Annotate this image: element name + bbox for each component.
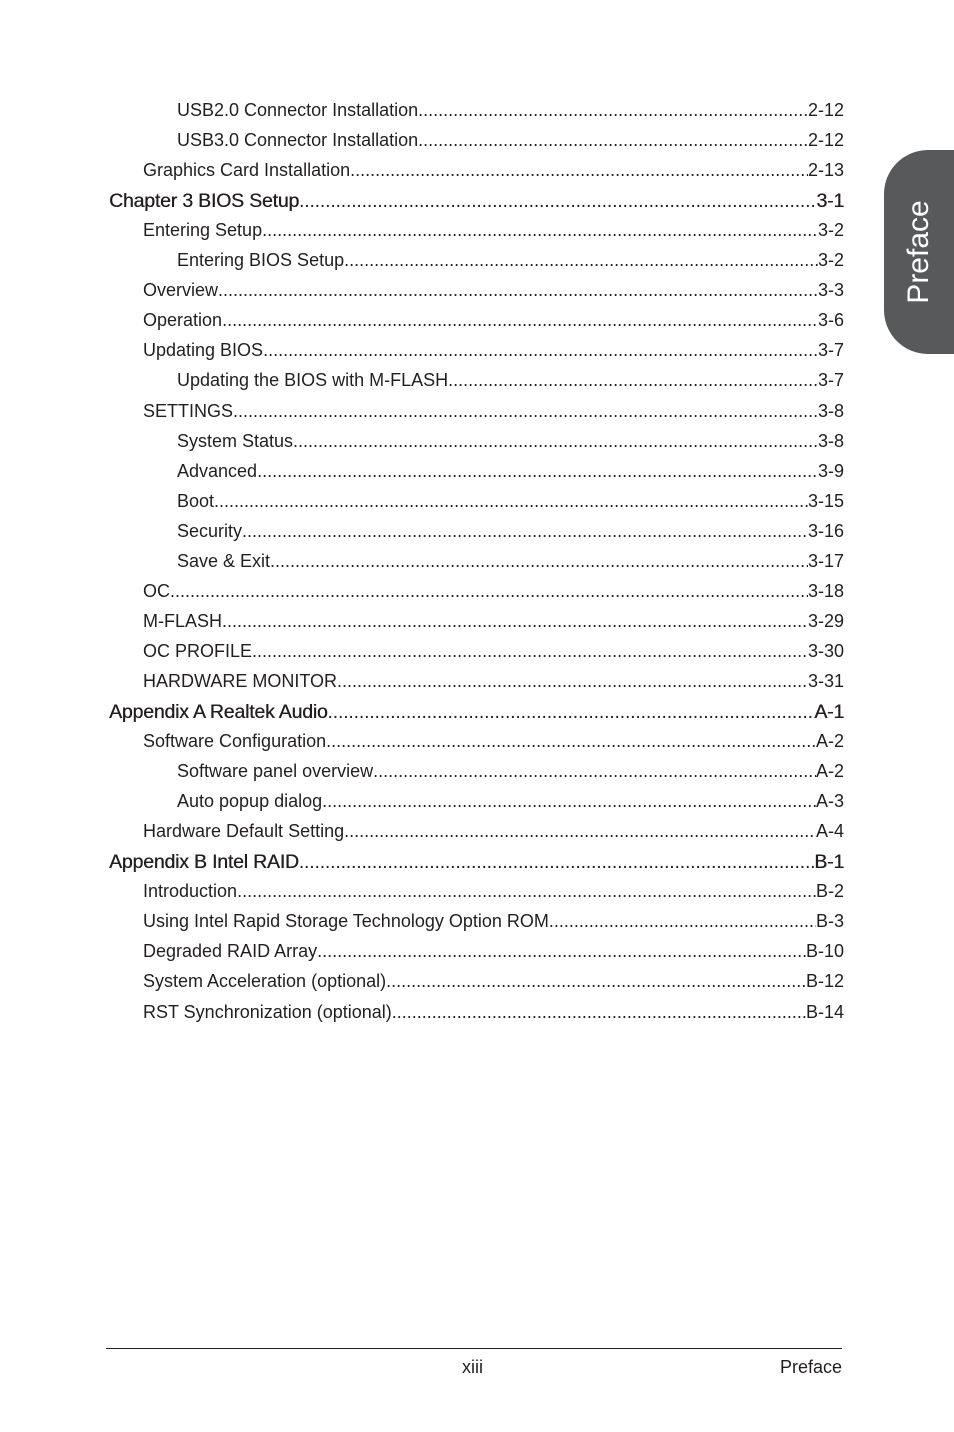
- toc-dot-leader: [392, 1002, 806, 1023]
- toc-entry: [177, 431, 844, 452]
- toc-entry: [143, 160, 844, 181]
- toc-entry: [143, 941, 844, 962]
- toc-dot-leader: [233, 401, 818, 422]
- toc-entry-page: B-3: [815, 911, 844, 932]
- toc-entry-page: 3-29: [807, 610, 844, 631]
- toc-entry: [143, 971, 844, 992]
- toc-entry-page: 3-7: [817, 370, 844, 391]
- toc-entry-page: 2-12: [807, 100, 844, 120]
- toc-dot-leader: [337, 671, 808, 692]
- toc-entry-title: Auto popup dialog: [177, 791, 323, 812]
- toc-entry-title: Save & Exit: [177, 550, 271, 571]
- toc-entry-page: 3-9: [817, 460, 844, 481]
- toc-dot-leader: [252, 641, 808, 662]
- toc-entry: [177, 791, 844, 812]
- toc-entry-page: B-1: [814, 851, 844, 874]
- toc-entry-title: Entering Setup: [143, 220, 263, 241]
- toc-entry-title: OC PROFILE: [143, 640, 253, 661]
- toc-entry-title: Updating the BIOS with M-FLASH: [177, 370, 449, 391]
- toc-entry: [143, 611, 844, 632]
- toc-entry-title: Updating BIOS: [143, 340, 264, 361]
- toc-entry-page: A-3: [815, 791, 844, 812]
- toc-entry-title: Software panel overview: [177, 761, 374, 782]
- toc-entry: [177, 130, 844, 151]
- toc-entry-page: B-2: [815, 881, 844, 902]
- toc-entry: [143, 280, 844, 301]
- toc-entry-title: Chapter 3 BIOS Setup: [109, 190, 300, 213]
- toc-dot-leader: [263, 340, 818, 361]
- toc-chapter-entry: [109, 190, 844, 213]
- toc-entry: [177, 370, 844, 391]
- toc-dot-leader: [344, 821, 816, 842]
- toc-entry-title: Appendix B Intel RAID: [109, 851, 299, 874]
- toc-entry: [177, 461, 844, 482]
- toc-entry-title: OC: [143, 580, 170, 601]
- toc-entry-page: 3-3: [817, 280, 844, 301]
- toc-entry-page: 3-17: [807, 550, 844, 571]
- toc-entry-page: 3-8: [817, 430, 844, 451]
- toc-entry-title: Graphics Card Installation: [143, 160, 351, 181]
- toc-entry: [143, 881, 844, 902]
- toc-dot-leader: [418, 130, 808, 151]
- toc-entry-page: 3-16: [807, 520, 844, 541]
- toc-entry-title: HARDWARE MONITOR: [143, 670, 338, 691]
- toc-dot-leader: [222, 611, 808, 632]
- toc-entry: [143, 220, 844, 241]
- toc-entry-page: B-10: [805, 941, 844, 962]
- toc-dot-leader: [299, 851, 814, 874]
- toc-entry: [143, 731, 844, 752]
- toc-entry: [177, 250, 844, 271]
- toc-dot-leader: [549, 911, 816, 932]
- toc-dot-leader: [270, 551, 808, 572]
- toc-entry: [143, 340, 844, 361]
- toc-entry-page: 2-13: [807, 160, 844, 181]
- toc-entry-page: A-4: [815, 821, 844, 842]
- toc-entry-page: 3-1: [816, 190, 844, 213]
- toc-dot-leader: [214, 491, 808, 512]
- toc-dot-leader: [322, 791, 816, 812]
- toc-dot-leader: [326, 731, 816, 752]
- toc-dot-leader: [344, 250, 818, 271]
- toc-dot-leader: [448, 370, 818, 391]
- toc-chapter-entry: [109, 701, 844, 724]
- toc-entry: [143, 911, 844, 932]
- toc-entry-title: System Status: [177, 430, 294, 451]
- toc-entry-title: Entering BIOS Setup: [177, 250, 345, 271]
- section-tab-label: Preface: [902, 200, 935, 304]
- toc-entry-title: Degraded RAID Array: [143, 941, 318, 962]
- toc-dot-leader: [317, 941, 806, 962]
- toc-entry: [143, 401, 844, 422]
- toc-entry-page: A-2: [815, 731, 844, 752]
- toc-entry: [143, 310, 844, 331]
- toc-entry: [143, 671, 844, 692]
- toc-entry-title: Overview: [143, 280, 219, 301]
- toc-entry-title: Hardware Default Setting: [143, 821, 345, 842]
- toc-dot-leader: [222, 310, 818, 331]
- toc-entry-title: Advanced: [177, 460, 258, 481]
- toc-entry-title: M-FLASH: [143, 610, 223, 631]
- toc-entry-title: System Acceleration (optional): [143, 971, 387, 992]
- toc-dot-leader: [257, 461, 818, 482]
- section-tab: [884, 150, 954, 354]
- toc-dot-leader: [242, 521, 808, 542]
- toc-entry-title: Boot: [177, 490, 215, 511]
- toc-entry-title: Software Configuration: [143, 731, 327, 752]
- toc-entry-page: 3-6: [817, 310, 844, 331]
- toc-entry-page: A-1: [814, 701, 844, 723]
- toc-entry-page: 3-15: [807, 490, 844, 511]
- toc-dot-leader: [170, 581, 808, 602]
- toc-dot-leader: [293, 431, 818, 452]
- toc-entry: [177, 521, 844, 542]
- toc-entry-title: USB2.0 Connector Installation: [177, 100, 419, 120]
- toc-entry-title: Introduction: [143, 881, 238, 902]
- toc-entry: [143, 821, 844, 842]
- toc-entry-page: 3-8: [817, 400, 844, 421]
- toc-entry-page: 3-2: [817, 220, 844, 241]
- toc-chapter-entry: [109, 851, 844, 874]
- toc-dot-leader: [328, 701, 815, 724]
- toc-entry-page: 3-7: [817, 340, 844, 361]
- toc-entry-page: 2-12: [807, 130, 844, 151]
- toc-entry: [143, 581, 844, 602]
- toc-entry: [143, 641, 844, 662]
- toc-dot-leader: [386, 971, 806, 992]
- toc-dot-leader: [237, 881, 816, 902]
- toc-entry-title: Operation: [143, 310, 223, 331]
- toc-entry-title: Security: [177, 520, 243, 541]
- toc-entry-title: USB3.0 Connector Installation: [177, 130, 419, 151]
- toc-entry-page: B-14: [805, 1001, 844, 1022]
- footer-section-name: Preface: [779, 1357, 842, 1377]
- toc-entry: [177, 100, 844, 121]
- toc-entry: [177, 551, 844, 572]
- toc-dot-leader: [262, 220, 818, 241]
- toc-entry-page: 3-30: [807, 640, 844, 661]
- toc-entry-title: SETTINGS: [143, 400, 234, 421]
- toc-dot-leader: [218, 280, 818, 301]
- toc-entry-page: A-2: [815, 761, 844, 782]
- footer-page-number: xiii: [462, 1357, 483, 1377]
- toc-dot-leader: [418, 100, 808, 121]
- toc-entry-title: Appendix A Realtek Audio: [109, 701, 328, 723]
- toc-dot-leader: [350, 160, 808, 181]
- toc-entry-page: 3-2: [817, 250, 844, 271]
- toc-entry: [177, 491, 844, 512]
- toc-entry-title: RST Synchronization (optional): [143, 1001, 392, 1022]
- toc-entry-title: Using Intel Rapid Storage Technology Option ROM: [143, 911, 549, 932]
- toc-dot-leader: [373, 761, 816, 782]
- toc-entry: [143, 1002, 844, 1023]
- toc-entry-page: 3-31: [807, 670, 844, 691]
- toc-entry-page: B-12: [805, 971, 844, 992]
- toc-entry: [177, 761, 844, 782]
- toc-dot-leader: [299, 190, 816, 213]
- toc-entry-page: 3-18: [807, 580, 844, 601]
- footer-divider: [106, 1348, 842, 1349]
